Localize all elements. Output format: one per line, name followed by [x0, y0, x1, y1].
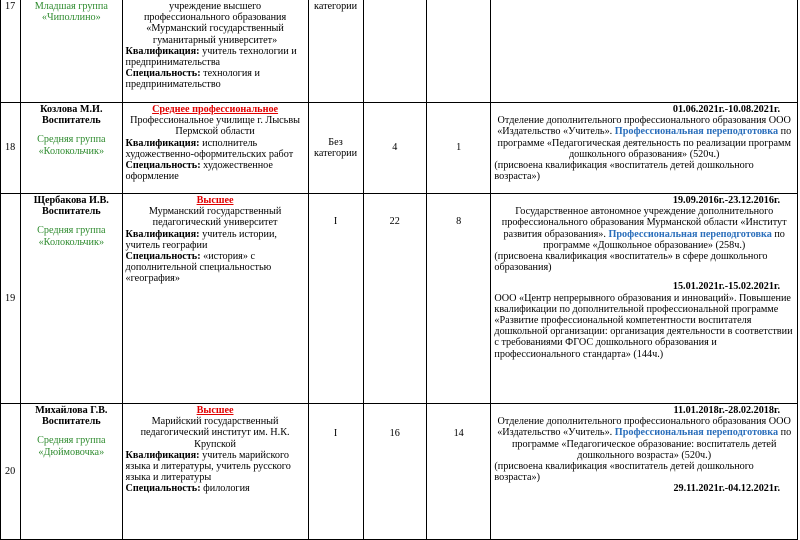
row-number: 17 — [1, 0, 21, 103]
employee-name: Михайлова Г.В. — [35, 405, 108, 416]
employee-cell — [21, 404, 122, 540]
education-level: Высшее — [196, 195, 234, 206]
qualification-label: Квалификация: — [125, 228, 200, 240]
course-period: 29.11.2021г.-04.12.2021г. — [673, 483, 780, 495]
total-experience-cell — [363, 0, 426, 103]
specialty-label: Специальность: — [125, 483, 201, 495]
row-number: 20 — [1, 404, 21, 540]
education-cell — [122, 194, 308, 404]
ped-experience-cell: 14 — [426, 404, 490, 540]
row-number: 18 — [1, 103, 21, 194]
qualification-label: Квалификация: — [125, 449, 200, 461]
education-institution: Профессиональное училище г. Лысьвы Пермской области — [130, 115, 300, 138]
course-type: Профессиональная переподготовка — [614, 427, 779, 439]
education-institution: Мурманский государственный педагогический университет — [148, 206, 282, 229]
ped-experience-cell: 8 — [426, 194, 490, 404]
qualification-label: Квалификация: — [125, 45, 200, 57]
education-level: Высшее — [196, 405, 234, 416]
specialty-value: филология — [203, 483, 250, 495]
specialty-value: «история» с дополнительной специальностью «география» — [125, 251, 272, 285]
courses-cell — [491, 0, 798, 103]
category-cell: I — [308, 194, 363, 404]
qualification-value: учитель истории, учитель географии — [125, 228, 277, 251]
table-row — [1, 0, 798, 103]
group-name: Средняя группа «Колокольчик» — [37, 134, 106, 157]
table-row — [1, 103, 798, 194]
specialty-label: Специальность: — [125, 68, 201, 80]
education-cell — [122, 404, 308, 540]
course-period: 11.01.2018г.-28.02.2018г. — [673, 405, 780, 416]
category-cell: Без категории — [308, 103, 363, 194]
table-row — [1, 404, 798, 540]
qualification-label: Квалификация: — [125, 137, 200, 149]
course-period: 15.01.2021г.-15.02.2021г. — [672, 281, 780, 293]
group-name: Младшая группа «Чиполлино» — [34, 1, 108, 24]
education-cell — [122, 0, 308, 103]
course-program: по программе «Педагогическая деятельность по реализации программ дошкольного образования» (520ч.) — [497, 126, 792, 160]
course-text: Отделение дополнительного профессионального образования ООО «Издательство «Учитель». — [497, 416, 791, 439]
specialty-value: художественное оформление — [125, 160, 273, 183]
course-text: Государственное автономное учреждение дополнительного профессионального образования Мурманской области «Институт развития образования». — [501, 206, 787, 240]
total-experience-cell: 22 — [363, 194, 426, 404]
course-type: Профессиональная переподготовка — [614, 126, 779, 138]
course-period: 19.09.2016г.-23.12.2016г. — [672, 195, 780, 206]
education-level: Среднее профессиональное — [152, 104, 279, 115]
qualification-value: учитель технологии и предпринимательства — [125, 45, 297, 69]
education-cell — [122, 103, 308, 194]
course-program: по программе «Педагогическое образование: воспитатель детей дошкольного возраста» (520ч.) — [511, 427, 792, 461]
course-text: ООО «Центр непрерывного образования и инноваций». Повышение квалификации по дополнительной профессиональной программе «Развитие профессиональной компетентности воспитателя дошкольной организации: организация деятельности в соответствии с требованиями ФГОС дошкольного образования и профессионального стандарта» (144ч.) — [494, 292, 793, 360]
course-note: (присвоена квалификация «воспитатель детей дошкольного возраста») — [494, 160, 754, 183]
ped-experience-cell: 1 — [426, 103, 490, 194]
course-text: Отделение дополнительного профессионального образования ООО «Издательство «Учитель». — [497, 115, 791, 138]
employee-cell — [21, 103, 122, 194]
employee-name: Щербакова И.В. — [33, 195, 109, 206]
ped-experience-cell — [426, 0, 490, 103]
course-note: (присвоена квалификация «воспитатель» в сфере дошкольного образования) — [494, 251, 768, 274]
course-program: по программе «Дошкольное образование» (258ч.) — [543, 228, 785, 251]
course-type: Профессиональная переподготовка — [608, 228, 772, 240]
row-number: 19 — [1, 194, 21, 404]
category-cell: категории — [308, 0, 363, 103]
courses-cell — [491, 404, 798, 540]
courses-cell — [491, 103, 798, 194]
qualification-value: исполнитель художественно-оформительских работ — [125, 137, 294, 160]
employee-role: Воспитатель — [41, 115, 101, 127]
category-cell: I — [308, 404, 363, 540]
specialty-label: Специальность: — [125, 160, 201, 172]
qualification-value: учитель марийского языка и литературы, учитель русского языка и литературы — [125, 449, 291, 484]
employee-role: Воспитатель — [41, 206, 101, 218]
course-note: (присвоена квалификация «воспитатель детей дошкольного возраста») — [494, 461, 754, 484]
specialty-label: Специальность: — [125, 251, 201, 263]
courses-cell — [491, 194, 798, 404]
total-experience-cell: 16 — [363, 404, 426, 540]
total-experience-cell: 4 — [363, 103, 426, 194]
table-row — [1, 194, 798, 404]
employee-cell — [21, 0, 122, 103]
education-institution: учреждение высшего профессионального образования «Мурманский государственный гуманитарный университет» — [143, 1, 287, 46]
specialty-value: технология и предпринимательство — [125, 68, 260, 91]
employee-role: Воспитатель — [41, 416, 101, 428]
employee-cell — [21, 194, 122, 404]
employee-name: Козлова М.И. — [40, 104, 103, 115]
group-name: Средняя группа «Колокольчик» — [37, 225, 106, 248]
education-institution: Марийский государственный педагогический институт им. Н.К. Крупской — [140, 416, 290, 450]
course-period: 01.06.2021г.-10.08.2021г. — [672, 104, 780, 115]
group-name: Средняя группа «Дюймовочка» — [37, 435, 106, 458]
